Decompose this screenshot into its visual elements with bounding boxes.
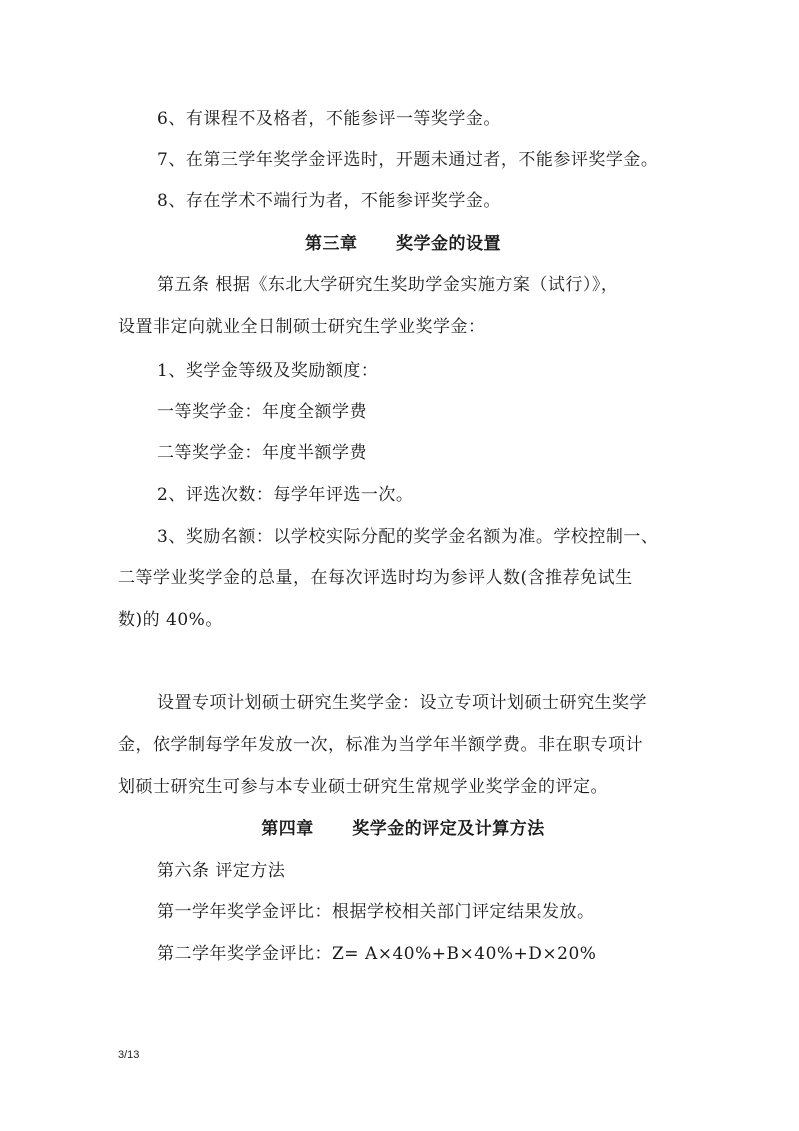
scholarship-levels: 1、奖学金等级及奖励额度： [157,361,379,381]
second-year-evaluation-formula: 第二学年奖学金评比：Z= A×40%+B×40%+D×20% [157,944,597,964]
special-plan-line-1: 设置专项计划硕士研究生奖学金：设立专项计划硕士研究生奖学 [157,693,647,713]
rule-item-8: 8、存在学术不端行为者，不能参评奖学金。 [157,191,501,211]
selection-frequency: 2、评选次数：每学年评选一次。 [157,485,414,505]
article-6-title: 第六条 评定方法 [157,861,286,881]
rule-item-6: 6、有课程不及格者，不能参评一等奖学金。 [157,109,501,129]
rule-item-7: 7、在第三学年奖学金评选时，开题未通过者，不能参评奖学金。 [157,150,659,170]
article-5-line-1: 第五条 根据《东北大学研究生奖助学金实施方案（试行）》， [157,275,619,295]
quota-line-3: 数)的 40%。 [118,610,223,630]
second-class-scholarship: 二等奖学金：年度半额学费 [157,443,367,463]
chapter-3-heading: 第三章 奖学金的设置 [304,234,501,254]
quota-line-2: 二等学业奖学金的总量，在每次评选时均为参评人数(含推荐免试生 [118,568,633,588]
special-plan-line-2: 金，依学制每学年发放一次，标准为当学年半额学费。非在职专项计 [118,735,643,755]
article-5-line-2: 设置非定向就业全日制硕士研究生学业奖学金： [118,317,486,337]
first-class-scholarship: 一等奖学金：年度全额学费 [157,402,367,422]
quota-line-1: 3、奖励名额：以学校实际分配的奖学金名额为准。学校控制一、 [157,527,659,547]
special-plan-line-3: 划硕士研究生可参与本专业硕士研究生常规学业奖学金的评定。 [118,777,608,797]
chapter-4-heading: 第四章 奖学金的评定及计算方法 [261,819,545,839]
page-number: 3/13 [118,1049,140,1061]
first-year-evaluation: 第一学年奖学金评比：根据学校相关部门评定结果发放。 [157,902,595,922]
